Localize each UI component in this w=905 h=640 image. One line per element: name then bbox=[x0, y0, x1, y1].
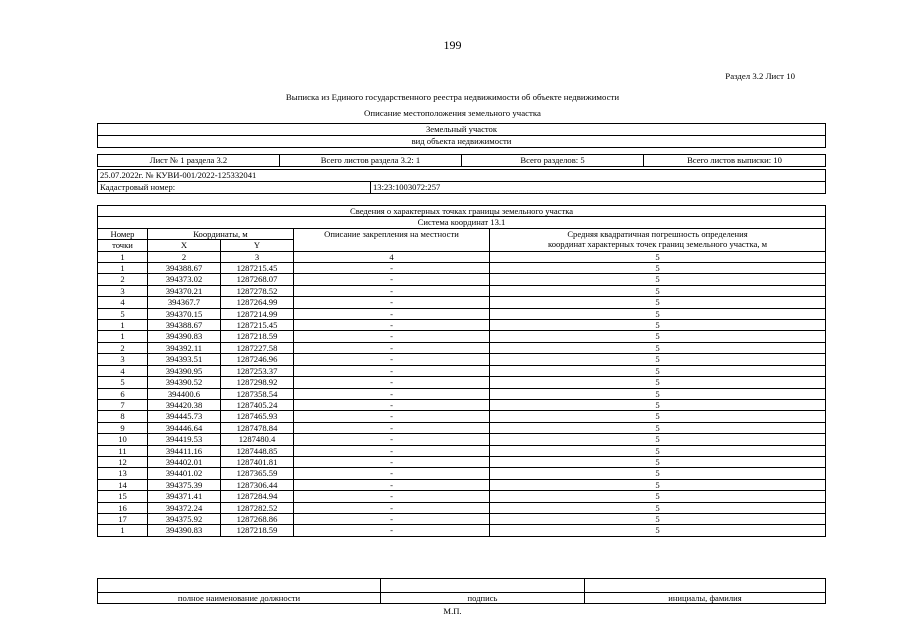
coord-y: 1287253.37 bbox=[221, 365, 294, 376]
fixing-description: - bbox=[294, 331, 490, 342]
coord-x: 394401.02 bbox=[148, 468, 221, 479]
coord-y: 1287480.4 bbox=[221, 434, 294, 445]
mean-square-error: 5 bbox=[490, 365, 826, 376]
fixing-description: - bbox=[294, 491, 490, 502]
point-number: 11 bbox=[98, 445, 148, 456]
table-row bbox=[98, 274, 826, 285]
coord-x: 394446.64 bbox=[148, 422, 221, 433]
point-number: 4 bbox=[98, 365, 148, 376]
total-sections: Всего разделов: 5 bbox=[462, 155, 644, 167]
name-field bbox=[585, 579, 826, 593]
mean-square-error: 5 bbox=[490, 491, 826, 502]
point-number: 14 bbox=[98, 479, 148, 490]
coord-y: 1287306.44 bbox=[221, 479, 294, 490]
mean-square-error: 5 bbox=[490, 320, 826, 331]
signature-field bbox=[381, 579, 585, 593]
section-label: Раздел 3.2 Лист 10 bbox=[725, 71, 795, 81]
point-number: 1 bbox=[98, 525, 148, 536]
coord-y: 1287268.86 bbox=[221, 513, 294, 524]
table-row bbox=[98, 331, 826, 342]
col-number-3: 3 bbox=[221, 251, 294, 262]
fixing-description: - bbox=[294, 502, 490, 513]
fixing-description: - bbox=[294, 525, 490, 536]
table-row bbox=[98, 422, 826, 433]
mean-square-error: 5 bbox=[490, 502, 826, 513]
mean-square-error: 5 bbox=[490, 274, 826, 285]
table-row bbox=[98, 320, 826, 331]
points-section-heading: Сведения о характерных точках границы земельного участка bbox=[98, 206, 826, 217]
table-row bbox=[98, 411, 826, 422]
mean-square-error: 5 bbox=[490, 456, 826, 467]
document-info-table bbox=[97, 169, 826, 194]
table-row bbox=[98, 491, 826, 502]
col-x-header: X bbox=[148, 240, 221, 251]
document-subtitle: Описание местоположения земельного участка bbox=[364, 108, 541, 118]
position-field bbox=[98, 579, 381, 593]
table-row bbox=[98, 365, 826, 376]
coord-x: 394367.7 bbox=[148, 297, 221, 308]
coord-x: 394370.21 bbox=[148, 285, 221, 296]
coord-x: 394388.67 bbox=[148, 263, 221, 274]
coord-x: 394375.39 bbox=[148, 479, 221, 490]
mean-square-error: 5 bbox=[490, 263, 826, 274]
point-number: 3 bbox=[98, 285, 148, 296]
table-row bbox=[98, 297, 826, 308]
col-number-5: 5 bbox=[490, 251, 826, 262]
table-row bbox=[98, 456, 826, 467]
fixing-description: - bbox=[294, 297, 490, 308]
mean-square-error: 5 bbox=[490, 411, 826, 422]
coord-y: 1287268.07 bbox=[221, 274, 294, 285]
fixing-description: - bbox=[294, 365, 490, 376]
coord-x: 394375.92 bbox=[148, 513, 221, 524]
point-number: 3 bbox=[98, 354, 148, 365]
mean-square-error: 5 bbox=[490, 445, 826, 456]
coord-x: 394419.53 bbox=[148, 434, 221, 445]
coord-y: 1287298.92 bbox=[221, 377, 294, 388]
coord-x: 394400.6 bbox=[148, 388, 221, 399]
col-error-header-line2: координат характерных точек границ земельного участка, м bbox=[547, 239, 768, 250]
object-header-table bbox=[97, 123, 826, 167]
page-number: 199 bbox=[443, 38, 462, 52]
fixing-description: - bbox=[294, 388, 490, 399]
point-number: 17 bbox=[98, 513, 148, 524]
point-number: 1 bbox=[98, 331, 148, 342]
points-table-body bbox=[98, 263, 826, 537]
table-row bbox=[98, 377, 826, 388]
mean-square-error: 5 bbox=[490, 388, 826, 399]
coord-x: 394373.02 bbox=[148, 274, 221, 285]
sheet-number: Лист № 1 раздела 3.2 bbox=[98, 155, 280, 167]
point-number: 6 bbox=[98, 388, 148, 399]
point-number: 2 bbox=[98, 342, 148, 353]
coord-y: 1287214.99 bbox=[221, 308, 294, 319]
fixing-description: - bbox=[294, 308, 490, 319]
coord-x: 394388.67 bbox=[148, 320, 221, 331]
coord-x: 394402.01 bbox=[148, 456, 221, 467]
table-row bbox=[98, 308, 826, 319]
col-point-header-1: Номер bbox=[98, 228, 148, 239]
table-row bbox=[98, 388, 826, 399]
table-row bbox=[98, 342, 826, 353]
coord-y: 1287405.24 bbox=[221, 399, 294, 410]
mean-square-error: 5 bbox=[490, 308, 826, 319]
fixing-description: - bbox=[294, 399, 490, 410]
table-row bbox=[98, 502, 826, 513]
object-kind-label: вид объекта недвижимости bbox=[98, 136, 826, 148]
coord-y: 1287218.59 bbox=[221, 331, 294, 342]
fixing-description: - bbox=[294, 445, 490, 456]
point-number: 9 bbox=[98, 422, 148, 433]
coord-y: 1287358.54 bbox=[221, 388, 294, 399]
point-number: 13 bbox=[98, 468, 148, 479]
col-coords-header: Координаты, м bbox=[148, 228, 294, 239]
col-error-header-line1: Средняя квадратичная погрешность определения bbox=[567, 228, 748, 239]
mean-square-error: 5 bbox=[490, 525, 826, 536]
coord-y: 1287278.52 bbox=[221, 285, 294, 296]
fixing-description: - bbox=[294, 456, 490, 467]
total-sheets-section: Всего листов раздела 3.2: 1 bbox=[280, 155, 462, 167]
signature-label: подпись bbox=[381, 593, 585, 604]
mean-square-error: 5 bbox=[490, 434, 826, 445]
mean-square-error: 5 bbox=[490, 422, 826, 433]
mean-square-error: 5 bbox=[490, 468, 826, 479]
table-row bbox=[98, 479, 826, 490]
signature-table bbox=[97, 578, 826, 604]
coord-y: 1287465.93 bbox=[221, 411, 294, 422]
spacer-row bbox=[98, 148, 826, 155]
fixing-description: - bbox=[294, 354, 490, 365]
point-number: 10 bbox=[98, 434, 148, 445]
table-row bbox=[98, 263, 826, 274]
total-sheets-extract: Всего листов выписки: 10 bbox=[644, 155, 826, 167]
col-number-1: 1 bbox=[98, 251, 148, 262]
point-number: 4 bbox=[98, 297, 148, 308]
coord-y: 1287246.96 bbox=[221, 354, 294, 365]
stamp-placeholder: М.П. bbox=[443, 606, 462, 616]
fixing-description: - bbox=[294, 342, 490, 353]
table-row bbox=[98, 525, 826, 536]
coord-x: 394392.11 bbox=[148, 342, 221, 353]
fixing-description: - bbox=[294, 411, 490, 422]
table-row bbox=[98, 434, 826, 445]
coord-x: 394370.15 bbox=[148, 308, 221, 319]
fixing-description: - bbox=[294, 479, 490, 490]
col-point-header-2: точки bbox=[98, 240, 148, 251]
coord-x: 394371.41 bbox=[148, 491, 221, 502]
point-number: 15 bbox=[98, 491, 148, 502]
coord-x: 394420.38 bbox=[148, 399, 221, 410]
point-number: 5 bbox=[98, 377, 148, 388]
coord-y: 1287215.45 bbox=[221, 263, 294, 274]
point-number: 5 bbox=[98, 308, 148, 319]
mean-square-error: 5 bbox=[490, 285, 826, 296]
coord-x: 394390.95 bbox=[148, 365, 221, 376]
col-number-4: 4 bbox=[294, 251, 490, 262]
coord-x: 394390.83 bbox=[148, 525, 221, 536]
coord-x: 394445.73 bbox=[148, 411, 221, 422]
coord-y: 1287365.59 bbox=[221, 468, 294, 479]
mean-square-error: 5 bbox=[490, 297, 826, 308]
coord-y: 1287215.45 bbox=[221, 320, 294, 331]
fixing-description: - bbox=[294, 377, 490, 388]
col-number-2: 2 bbox=[148, 251, 221, 262]
point-number: 7 bbox=[98, 399, 148, 410]
mean-square-error: 5 bbox=[490, 331, 826, 342]
fixing-description: - bbox=[294, 468, 490, 479]
point-number: 1 bbox=[98, 320, 148, 331]
point-number: 1 bbox=[98, 263, 148, 274]
table-row bbox=[98, 468, 826, 479]
fixing-description: - bbox=[294, 263, 490, 274]
coord-x: 394390.52 bbox=[148, 377, 221, 388]
document-title: Выписка из Единого государственного реестра недвижимости об объекте недвижимости bbox=[285, 92, 620, 102]
fixing-description: - bbox=[294, 422, 490, 433]
sheet-info-row bbox=[98, 155, 826, 167]
coord-y: 1287478.84 bbox=[221, 422, 294, 433]
table-row bbox=[98, 445, 826, 456]
coord-y: 1287282.52 bbox=[221, 502, 294, 513]
mean-square-error: 5 bbox=[490, 513, 826, 524]
fixing-description: - bbox=[294, 285, 490, 296]
point-number: 8 bbox=[98, 411, 148, 422]
point-number: 2 bbox=[98, 274, 148, 285]
fixing-description: - bbox=[294, 513, 490, 524]
table-row bbox=[98, 285, 826, 296]
name-label: инициалы, фамилия bbox=[585, 593, 826, 604]
fixing-description: - bbox=[294, 320, 490, 331]
mean-square-error: 5 bbox=[490, 342, 826, 353]
table-row bbox=[98, 354, 826, 365]
coord-y: 1287227.58 bbox=[221, 342, 294, 353]
coord-y: 1287218.59 bbox=[221, 525, 294, 536]
boundary-points-table bbox=[97, 205, 826, 537]
coord-x: 394372.24 bbox=[148, 502, 221, 513]
table-row bbox=[98, 513, 826, 524]
coord-y: 1287448.85 bbox=[221, 445, 294, 456]
position-label: полное наименование должности bbox=[98, 593, 381, 604]
coord-x: 394411.16 bbox=[148, 445, 221, 456]
coord-y: 1287284.94 bbox=[221, 491, 294, 502]
coord-x: 394393.51 bbox=[148, 354, 221, 365]
col-y-header: Y bbox=[221, 240, 294, 251]
coord-x: 394390.83 bbox=[148, 331, 221, 342]
table-row bbox=[98, 399, 826, 410]
col-description-header: Описание закрепления на местности bbox=[294, 228, 490, 251]
object-type: Земельный участок bbox=[98, 124, 826, 136]
cadastral-label: Кадастровый номер: bbox=[98, 182, 371, 194]
fixing-description: - bbox=[294, 274, 490, 285]
coord-y: 1287401.81 bbox=[221, 456, 294, 467]
mean-square-error: 5 bbox=[490, 399, 826, 410]
cadastral-number: 13:23:1003072:257 bbox=[371, 182, 826, 194]
coordinate-system: Система координат 13.1 bbox=[98, 217, 826, 228]
mean-square-error: 5 bbox=[490, 479, 826, 490]
fixing-description: - bbox=[294, 434, 490, 445]
column-number-row bbox=[98, 251, 826, 262]
col-error-header bbox=[490, 228, 826, 251]
document-reference: 25.07.2022г. № КУВИ-001/2022-125332041 bbox=[98, 170, 826, 182]
point-number: 12 bbox=[98, 456, 148, 467]
point-number: 16 bbox=[98, 502, 148, 513]
coord-y: 1287264.99 bbox=[221, 297, 294, 308]
mean-square-error: 5 bbox=[490, 377, 826, 388]
mean-square-error: 5 bbox=[490, 354, 826, 365]
